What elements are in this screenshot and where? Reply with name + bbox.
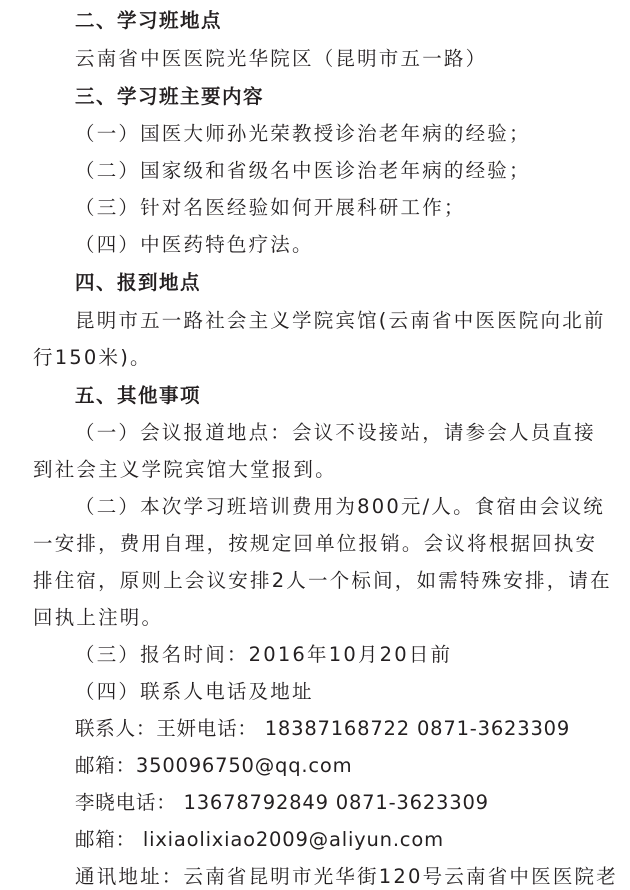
paragraph-other-2-line-4: 回执上注明。 [33,606,164,629]
contact-li-email: 邮箱： lixiaolixiao2009@aliyun.com [75,828,444,851]
paragraph-location: 云南省中医医院光华院区（昆明市五一路） [75,47,488,70]
section-heading-location: 二、学习班地点 [75,9,223,32]
paragraph-other-2-line-3: 排住宿，原则上会议安排2人一个标间，如需特殊安排，请在 [33,569,612,592]
paragraph-other-1-line-1: （一）会议报道地点：会议不设接站，请参会人员直接 [75,421,596,444]
paragraph-other-3: （三）报名时间：2016年10月20日前 [75,643,453,666]
paragraph-other-2-line-1: （二）本次学习班培训费用为800元/人。食宿由会议统 [75,495,605,518]
section-heading-registration: 四、报到地点 [75,271,202,294]
paragraph-registration-line-1: 昆明市五一路社会主义学院宾馆(云南省中医医院向北前 [75,309,606,332]
list-item-content-1: （一）国医大师孙光荣教授诊治老年病的经验； [75,122,531,145]
section-heading-content: 三、学习班主要内容 [75,85,265,108]
contact-wang-phone: 联系人：王妍电话： 18387168722 0871-3623309 [75,717,571,740]
contact-li-phone: 李晓电话： 13678792849 0871-3623309 [75,791,489,814]
paragraph-registration-line-2: 行150米)。 [33,346,152,369]
paragraph-other-1-line-2: 到社会主义学院宾馆大堂报到。 [33,458,337,481]
mailing-address: 通讯地址：云南省昆明市光华街120号云南省中医医院老 [75,865,618,888]
paragraph-other-4: （四）联系人电话及地址 [75,680,314,703]
list-item-content-3: （三）针对名医经验如何开展科研工作； [75,196,466,219]
list-item-content-4: （四）中医药特色疗法。 [75,233,314,256]
contact-wang-email: 邮箱：350096750@qq.com [75,754,353,777]
paragraph-other-2-line-2: 一安排，费用自理，按规定回单位报销。会议将根据回执安 [33,532,598,555]
list-item-content-2: （二）国家级和省级名中医诊治老年病的经验； [75,159,531,182]
section-heading-other: 五、其他事项 [75,384,202,407]
